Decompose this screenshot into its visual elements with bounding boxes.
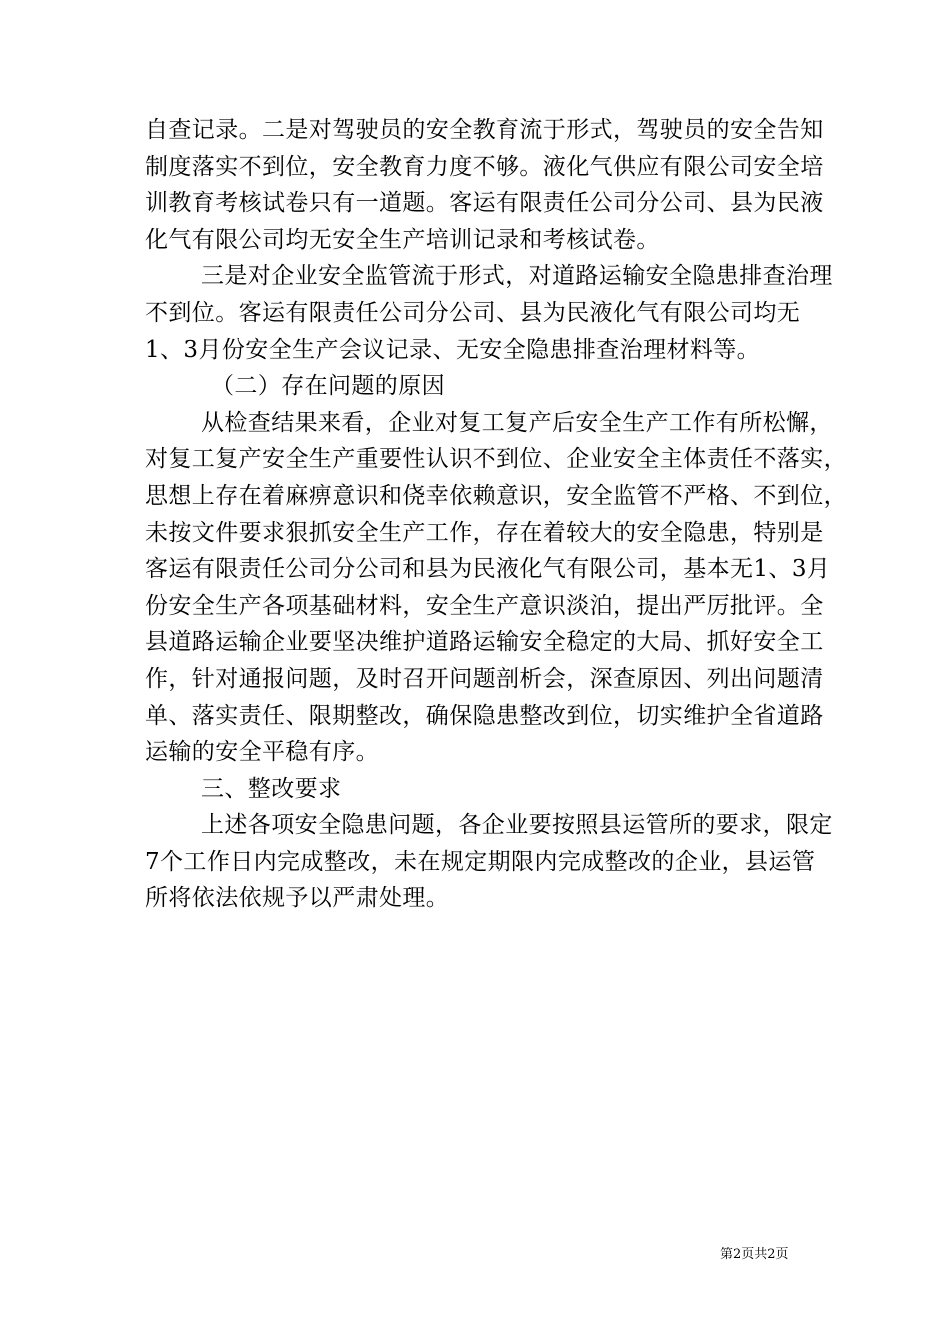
text-line: 县道路运输企业要坚决维护道路运输安全稳定的大局、抓好安全工 xyxy=(145,629,824,656)
text-line: 份安全生产各项基础材料，安全生产意识淡泊，提出严厉批评。全 xyxy=(145,592,824,619)
text-line: 运输的安全平稳有序。 xyxy=(145,739,379,766)
document-body xyxy=(145,112,847,917)
text-line: 从检查结果来看，企业对复工复产后安全生产工作有所松懈， xyxy=(201,409,833,436)
paragraph xyxy=(145,405,847,771)
text-line: 未按文件要求狠抓安全生产工作，存在着较大的安全隐患，特别是 xyxy=(145,519,824,546)
text-line: 7个工作日内完成整改，未在规定期限内完成整改的企业，县运管 xyxy=(145,848,816,875)
text-line: 所将依法依规予以严肃处理。 xyxy=(145,885,450,912)
text-line: 不到位。客运有限责任公司分公司、县为民液化气有限公司均无 xyxy=(145,299,801,326)
text-line: 1、3月份安全生产会议记录、无安全隐患排查治理材料等。 xyxy=(145,336,761,363)
text-line: 单、落实责任、限期整改，确保隐患整改到位，切实维护全省道路 xyxy=(145,702,824,729)
text-line: 思想上存在着麻痹意识和侥幸依赖意识，安全监管不严格、不到位， xyxy=(145,482,847,509)
paragraph xyxy=(145,112,824,258)
text-line: 对复工复产安全生产重要性认识不到位、企业安全主体责任不落实， xyxy=(145,446,847,473)
text-line: 自查记录。二是对驾驶员的安全教育流于形式，驾驶员的安全告知 xyxy=(145,117,824,143)
text-line: 制度落实不到位，安全教育力度不够。液化气供应有限公司安全培 xyxy=(145,153,824,180)
text-line: 训教育考核试卷只有一道题。客运有限责任公司分公司、县为民液 xyxy=(145,190,824,217)
paragraph xyxy=(145,258,833,368)
text-line: 三是对企业安全监管流于形式，对道路运输安全隐患排查治理 xyxy=(201,263,833,290)
section-heading xyxy=(145,368,810,405)
text-line: 客运有限责任公司分公司和县为民液化气有限公司，基本无1、3月 xyxy=(145,556,831,583)
text-line: 化气有限公司均无安全生产培训记录和考核试卷。 xyxy=(145,226,660,253)
heading-text: 三、整改要求 xyxy=(201,775,342,802)
text-line: 上述各项安全隐患问题，各企业要按照县运管所的要求，限定 xyxy=(201,812,833,839)
paragraph xyxy=(145,807,833,917)
section-heading xyxy=(145,771,810,808)
heading-text: （二）存在问题的原因 xyxy=(211,373,445,400)
page-number-footer: 第2页共2页 xyxy=(720,1247,789,1262)
text-line: 作，针对通报问题，及时召开问题剖析会，深查原因、列出问题清 xyxy=(145,665,824,692)
